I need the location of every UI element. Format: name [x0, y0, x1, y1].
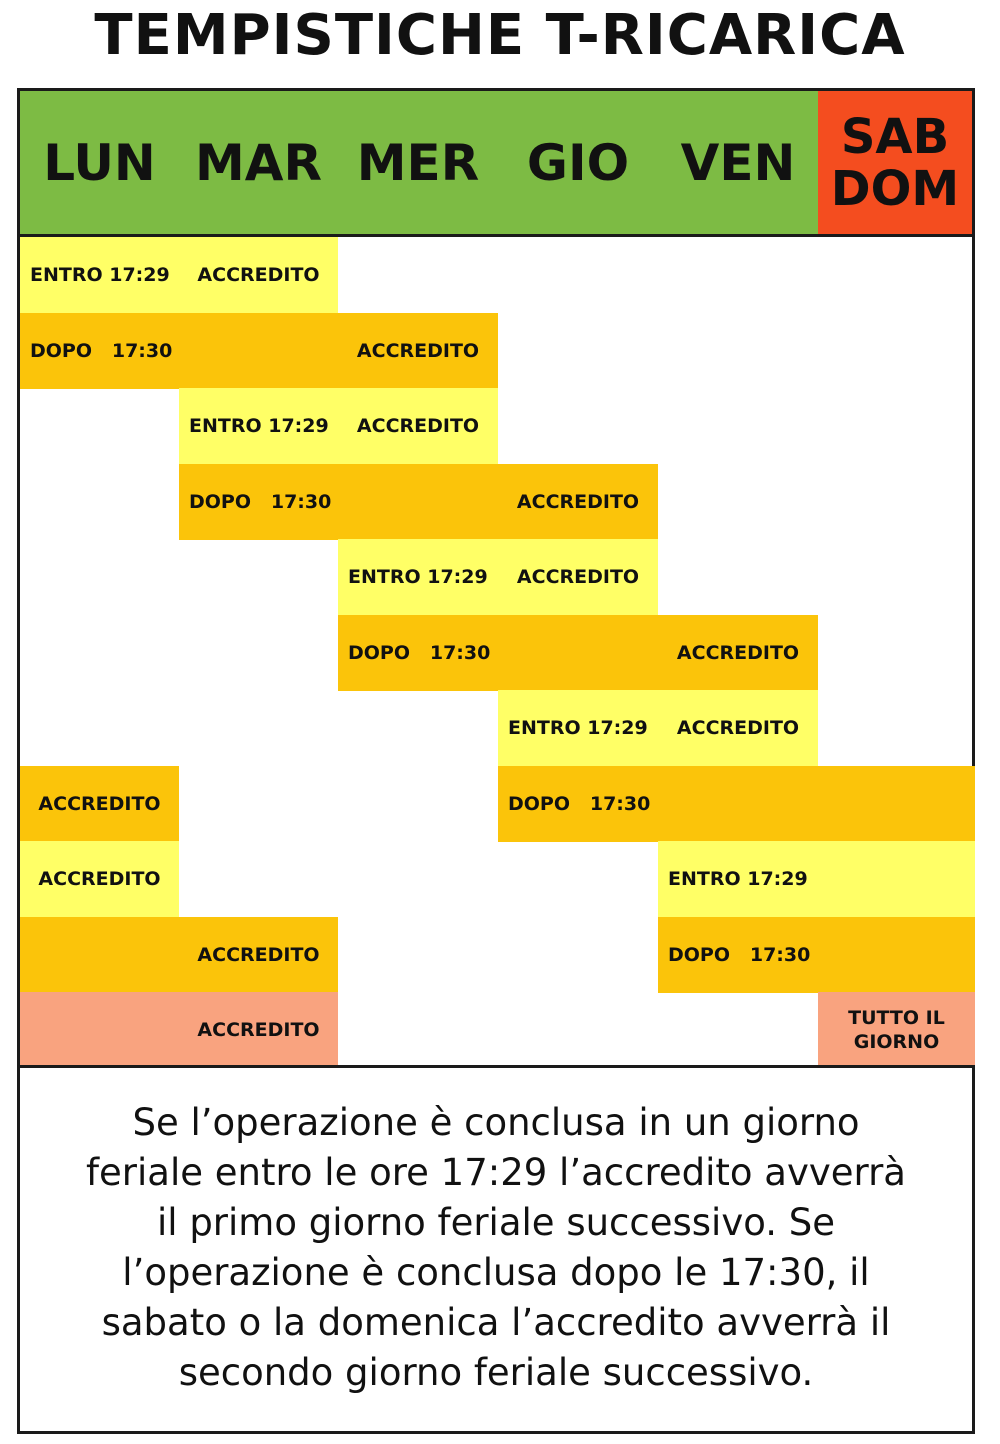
schedule-cell: ACCREDITO: [338, 388, 498, 464]
schedule-cell: ACCREDITO: [20, 766, 179, 842]
grid-divider: [20, 1065, 975, 1068]
schedule-cell: ENTRO 17:29: [658, 841, 818, 917]
schedule-cell: DOPO 17:30: [179, 464, 338, 540]
note-line: sabato o la domenica l’accredito avverrà il: [101, 1301, 891, 1344]
schedule-cell: ACCREDITO: [658, 690, 818, 766]
header-day-mer: MER: [338, 91, 498, 234]
note-line: secondo giorno feriale successivo.: [178, 1351, 814, 1394]
schedule-cell: ACCREDITO: [179, 237, 338, 313]
note-line: il primo giorno feriale successivo. Se: [157, 1201, 835, 1244]
page-title: TEMPISTICHE T-RICARICA: [94, 3, 906, 68]
schedule-cell: ENTRO 17:29: [20, 237, 179, 313]
days-header: [20, 91, 972, 237]
schedule-cell: DOPO 17:30: [20, 313, 179, 389]
schedule-cell: DOPO 17:30: [498, 766, 658, 842]
schedule-cell: ACCREDITO: [658, 615, 818, 691]
schedule-cell: [179, 313, 338, 389]
schedule-cell: ENTRO 17:29: [179, 388, 338, 464]
header-weekend: [818, 91, 972, 234]
schedule-cell: ACCREDITO: [20, 841, 179, 917]
schedule-cell: TUTTO IL GIORNO: [818, 992, 975, 1068]
note-line: feriale entro le ore 17:29 l’accredito avverrà: [86, 1151, 906, 1194]
schedule-cell: ENTRO 17:29: [498, 690, 658, 766]
schedule-cell: [338, 464, 498, 540]
schedule-cell: ACCREDITO: [179, 917, 338, 993]
schedule-cell: DOPO 17:30: [338, 615, 498, 691]
schedule-cell: [20, 992, 179, 1068]
header-day-gio: GIO: [498, 91, 658, 234]
schedule-cell: [658, 766, 818, 842]
header-day-lun: LUN: [20, 91, 179, 234]
header-day-ven: VEN: [658, 91, 818, 234]
schedule-cell: ENTRO 17:29: [338, 539, 498, 615]
note-line: Se l’operazione è conclusa in un giorno: [132, 1101, 860, 1144]
note-line: l’operazione è conclusa dopo le 17:30, il: [122, 1251, 870, 1294]
explanation-note: [20, 1098, 972, 1398]
header-weekend-dom: DOM: [830, 160, 960, 217]
schedule-cell: [818, 841, 975, 917]
schedule-cell: [20, 917, 179, 993]
header-weekend-sab: SAB: [840, 108, 950, 165]
schedule-cell: ACCREDITO: [498, 539, 658, 615]
header-day-mar: MAR: [179, 91, 338, 234]
schedule-cell: ACCREDITO: [338, 313, 498, 389]
schedule-cell: [498, 615, 658, 691]
schedule-cell: DOPO 17:30: [658, 917, 818, 993]
schedule-cell: ACCREDITO: [498, 464, 658, 540]
schedule-cell: ACCREDITO: [179, 992, 338, 1068]
schedule-cell: [818, 917, 975, 993]
schedule-cell: [818, 766, 975, 842]
